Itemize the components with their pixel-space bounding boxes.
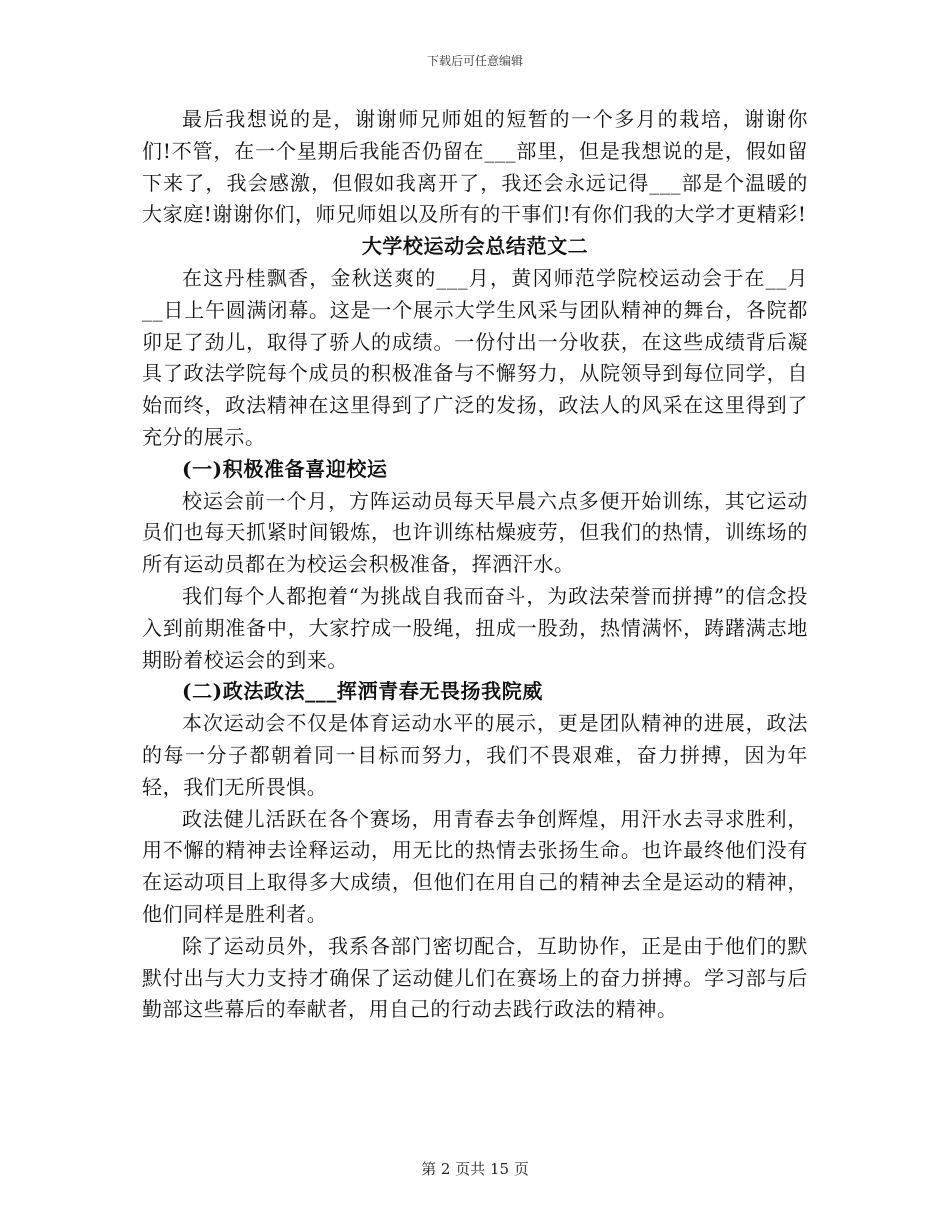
paragraph-athletes: 政法健儿活跃在各个赛场，用青春去争创辉煌，用汗水去寻求胜利，用不懈的精神去诠释运动，用无比的热情去张扬生命。也许最终他们没有在运动项目上取得多大成绩，但他们在用自己的精神去全是运动的精神，他们同样是胜利者。 xyxy=(142,806,808,926)
subheading-two: (二)政法政法___挥洒青春无畏扬我院威 xyxy=(182,679,543,704)
page-footer: 第 2 页共 15 页 xyxy=(421,1160,529,1178)
page-header: 下载后可任意编辑 xyxy=(426,54,523,68)
section-title: 大学校运动会总结范文二 xyxy=(361,234,589,259)
subheading-one: (一)积极准备喜迎校运 xyxy=(182,456,388,481)
paragraph-training: 校运会前一个月，方阵运动员每天早晨六点多便开始训练，其它运动员们也每天抓紧时间锻炼，也许训练枯燥疲劳，但我们的热情，训练场的所有运动员都在为校运会积极准备，挥洒汗水。 xyxy=(142,488,808,577)
paragraph-intro: 在这丹桂飘香，金秋送爽的___月，黄冈师范学院校运动会于在__月__日上午圆满闭幕。这是一个展示大学生风采与团队精神的舞台，各院都卯足了劲儿，取得了骄人的成绩。一份付出一分收获，在这些成绩背后凝具了政法学院每个成员的积极准备与不懈努力，从院领导到每位同学，自始而终，政法精神在这里得到了广泛的发扬，政法人的风采在这里得到了充分的展示。 xyxy=(142,265,808,449)
paragraph-closing-thanks: 最后我想说的是，谢谢师兄师姐的短暂的一个多月的栽培，谢谢你们!不管，在一个星期后我能否仍留在___部里，但是我想说的是，假如留下来了，我会感激，但假如我离开了，我还会永远记得___部是个温暖的大家庭!谢谢你们，师兄师姐以及所有的干事们!有你们我的大学才更精彩! xyxy=(142,107,808,227)
document-body xyxy=(142,104,808,1026)
paragraph-belief: 我们每个人都抱着“为挑战自我而奋斗，为政法荣誉而拼搏”的信念投入到前期准备中，大家拧成一股绳，扭成一股劲，热情满怀，踌躇满志地期盼着校运会的到来。 xyxy=(142,583,808,672)
paragraph-team-spirit: 本次运动会不仅是体育运动水平的展示，更是团队精神的进展，政法的每一分子都朝着同一目标而努力，我们不畏艰难，奋力拼搏，因为年轻，我们无所畏惧。 xyxy=(142,711,808,799)
paragraph-support: 除了运动员外，我系各部门密切配合，互助协作，正是由于他们的默默付出与大力支持才确保了运动健儿们在赛场上的奋力拼搏。学习部与后勤部这些幕后的奉献者，用自己的行动去践行政法的精神。 xyxy=(142,933,808,1022)
